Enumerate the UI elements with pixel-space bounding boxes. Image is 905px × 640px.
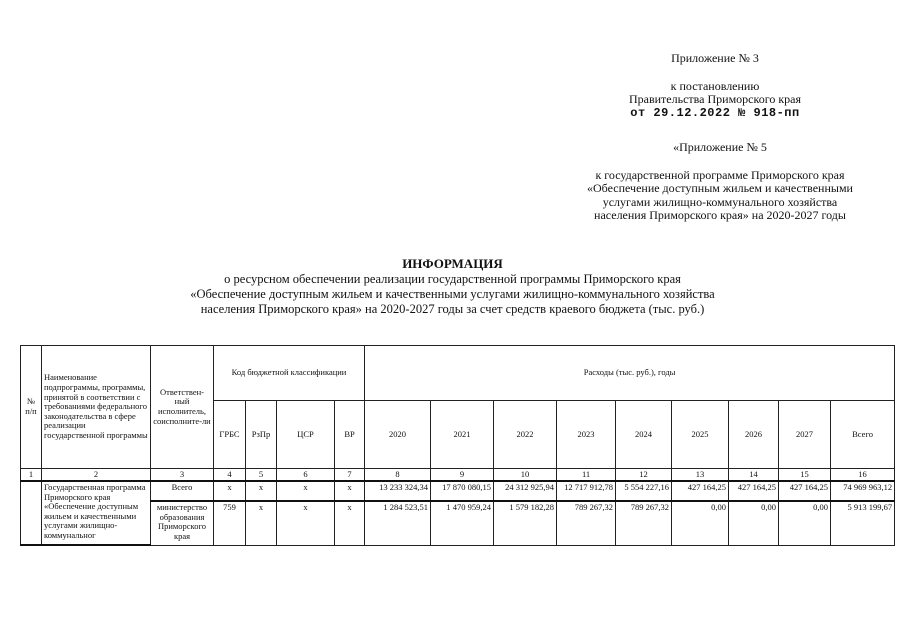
column-number: 16 (831, 469, 895, 482)
value-cell: 789 267,32 (557, 501, 616, 545)
header-name: Наименование подпрограммы, программы, принятой в соответствии с требованиями федерального законодательства в сфере реализации государственной программы (42, 346, 151, 469)
header-grbs: ГРБС (214, 401, 246, 469)
header-year: 2024 (616, 401, 672, 469)
value-cell: 24 312 925,94 (494, 481, 557, 501)
rzpr-cell: х (246, 501, 277, 545)
header-year: 2023 (557, 401, 616, 469)
header-rzpr: РзПр (246, 401, 277, 469)
header-year: 2021 (431, 401, 494, 469)
appendix-line-2: Правительства Приморского края (628, 92, 802, 106)
table-row (21, 481, 895, 501)
value-cell: 427 164,25 (672, 481, 729, 501)
grbs-cell: 759 (214, 501, 246, 545)
header-year: 2022 (494, 401, 557, 469)
decree-number: от 29.12.2022 № 918-пп (630, 105, 800, 120)
program-name: Государственная программа Приморского края «Обеспечение доступным жильем и качественными услугами жилищно-коммунальног (42, 481, 151, 545)
sub-appendix-line-4: населения Приморского края» на 2020-2027 годы (594, 208, 846, 222)
sub-appendix-title: «Приложение № 5 (673, 140, 767, 154)
column-number: 2 (42, 469, 151, 482)
value-cell: 0,00 (779, 501, 831, 545)
value-cell: 13 233 324,34 (365, 481, 431, 501)
value-cell: 17 870 080,15 (431, 481, 494, 501)
heading-title: ИНФОРМАЦИЯ (402, 256, 503, 271)
sub-appendix-line-3: услугами жилищно-коммунального хозяйства (602, 194, 838, 209)
header-year: 2025 (672, 401, 729, 469)
value-cell: 427 164,25 (779, 481, 831, 501)
csr-cell: х (277, 501, 335, 545)
table-row (21, 501, 895, 545)
document-heading (0, 256, 905, 317)
total-cell: 5 913 199,67 (831, 501, 895, 545)
header-responsible: Ответствен-ный исполнитель, соисполните-ли (151, 346, 214, 469)
column-number: 12 (616, 469, 672, 482)
value-cell: 789 267,32 (616, 501, 672, 545)
total-cell: 74 969 963,12 (831, 481, 895, 501)
heading-line-1: о ресурсном обеспечении реализации государственной программы Приморского края (224, 272, 681, 286)
column-number: 5 (246, 469, 277, 482)
value-cell: 12 717 912,78 (557, 481, 616, 501)
header-csr: ЦСР (277, 401, 335, 469)
column-number: 10 (494, 469, 557, 482)
vr-cell: х (335, 501, 365, 545)
column-number: 11 (557, 469, 616, 482)
column-number: 9 (431, 469, 494, 482)
column-number: 4 (214, 469, 246, 482)
column-numbers-row (21, 469, 895, 482)
appendix-title: Приложение № 3 (671, 51, 759, 65)
header-budget-code: Код бюджетной классификации (214, 346, 365, 401)
resource-table (20, 345, 895, 546)
vr-cell: х (335, 481, 365, 501)
heading-line-3: населения Приморского края» на 2020-2027 годы за счет средств краевого бюджета (тыс. руб.) (200, 302, 705, 316)
value-cell: 0,00 (729, 501, 779, 545)
rzpr-cell: х (246, 481, 277, 501)
column-number: 1 (21, 469, 42, 482)
value-cell: 0,00 (672, 501, 729, 545)
heading-line-2: «Обеспечение доступным жильем и качественными услугами жилищно-коммунального хозяйства (190, 287, 715, 301)
column-number: 15 (779, 469, 831, 482)
column-number: 8 (365, 469, 431, 482)
csr-cell: х (277, 481, 335, 501)
column-number: 3 (151, 469, 214, 482)
grbs-cell: х (214, 481, 246, 501)
column-number: 7 (335, 469, 365, 482)
header-year: 2027 (779, 401, 831, 469)
sub-appendix-line-2: «Обеспечение доступным жильем и качественными (587, 181, 853, 195)
column-number: 13 (672, 469, 729, 482)
header-vr: ВР (335, 401, 365, 469)
value-cell: 427 164,25 (729, 481, 779, 501)
column-number: 14 (729, 469, 779, 482)
appendix-line-1: к постановлению (670, 78, 760, 93)
responsible-cell: министерство образования Приморского края (151, 501, 214, 545)
appendix-block (600, 52, 830, 120)
header-expenses: Расходы (тыс. руб.), годы (365, 346, 895, 401)
column-number: 6 (277, 469, 335, 482)
row-num-cell (21, 481, 42, 545)
value-cell: 1 470 959,24 (431, 501, 494, 545)
header-num: № п/п (21, 346, 42, 469)
header-total: Всего (831, 401, 895, 469)
value-cell: 1 579 182,28 (494, 501, 557, 545)
sub-appendix-block (540, 141, 900, 223)
value-cell: 1 284 523,51 (365, 501, 431, 545)
value-cell: 5 554 227,16 (616, 481, 672, 501)
sub-appendix-line-1: к государственной программе Приморского края (595, 167, 845, 182)
header-year: 2020 (365, 401, 431, 469)
header-year: 2026 (729, 401, 779, 469)
responsible-cell: Всего (151, 481, 214, 501)
